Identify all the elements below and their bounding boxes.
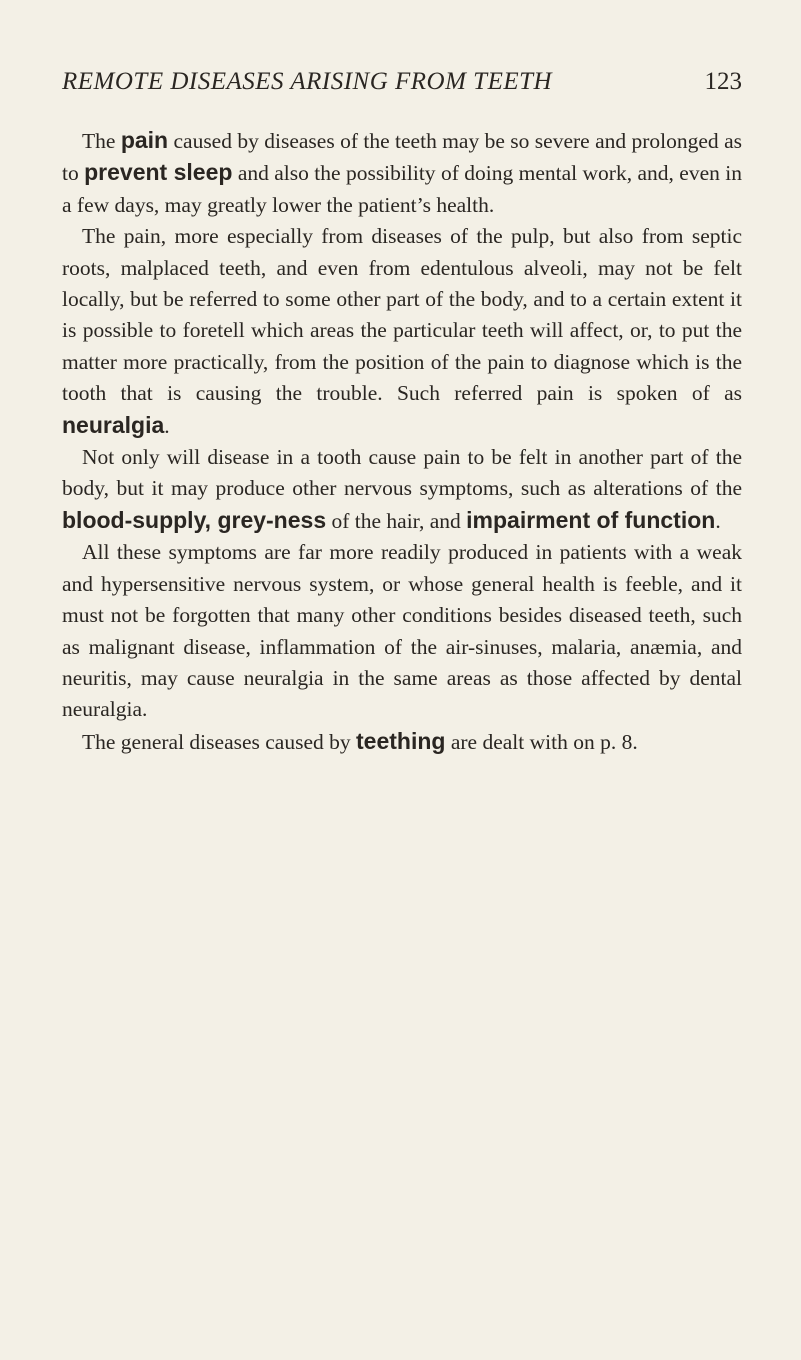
emphasis-pain: pain xyxy=(120,127,169,153)
text-run: Not only will disease in a tooth cause pain to be felt in another part of the body, but it may produce other nervous symptoms, such as alterations of the xyxy=(62,445,742,501)
running-title: REMOTE DISEASES ARISING FROM TEETH xyxy=(62,68,553,95)
paragraph-pain-severity xyxy=(62,125,742,221)
text-run: . xyxy=(164,413,170,438)
paragraph-nervous-symptoms xyxy=(62,442,742,537)
emphasis-impairment-of-function: impairment of function xyxy=(466,506,716,533)
text-run: . xyxy=(715,508,721,533)
emphasis-teething: teething xyxy=(356,727,446,754)
emphasis-neuralgia: neuralgia xyxy=(62,411,165,438)
text-run: The general diseases caused by xyxy=(82,729,357,754)
text-run: of the hair, and xyxy=(326,508,467,533)
text-run: All these symptoms are far more readily produced in patients with a weak and hypersensitive nervous system, or whose general health is feeble, and it must not be forgotten that many other conditions besides diseased teeth, such as malignant disease, inflammation of the air-sinuses, malaria, anæmia, and neuritis, may cause neuralgia in the same areas as those affected by dental neuralgia. xyxy=(62,540,742,722)
emphasis-blood-supply: blood-supply, grey-ness xyxy=(62,506,327,533)
text-run: and also the possibility of doing mental work, and, even in a few days, may greatly lower the patient’s health. xyxy=(62,161,742,217)
paragraph-predisposing-conditions xyxy=(62,537,742,725)
page-number: 123 xyxy=(704,68,742,95)
page-header xyxy=(62,68,742,108)
text-run: are dealt with on p. 8. xyxy=(445,729,638,754)
emphasis-prevent-sleep: prevent sleep xyxy=(84,159,233,186)
paragraph-referred-pain xyxy=(62,221,742,442)
text-run: The xyxy=(82,129,121,153)
text-run: The pain, more especially from diseases of the pulp, but also from septic roots, malplaced teeth, and even from edentulous alveoli, may not be felt locally, but be referred to some other part of the body, and to a certain extent it is possible to foretell which areas the particular teeth will affect, or, to put the matter more practically, from the position of the pain to diagnose which is the tooth that is causing the trouble. Such referred pain is spoken of as xyxy=(62,224,742,406)
body-text xyxy=(62,125,742,758)
paragraph-teething xyxy=(62,726,742,758)
text-run: caused by diseases of the teeth may be so severe and prolonged as to xyxy=(62,129,742,186)
